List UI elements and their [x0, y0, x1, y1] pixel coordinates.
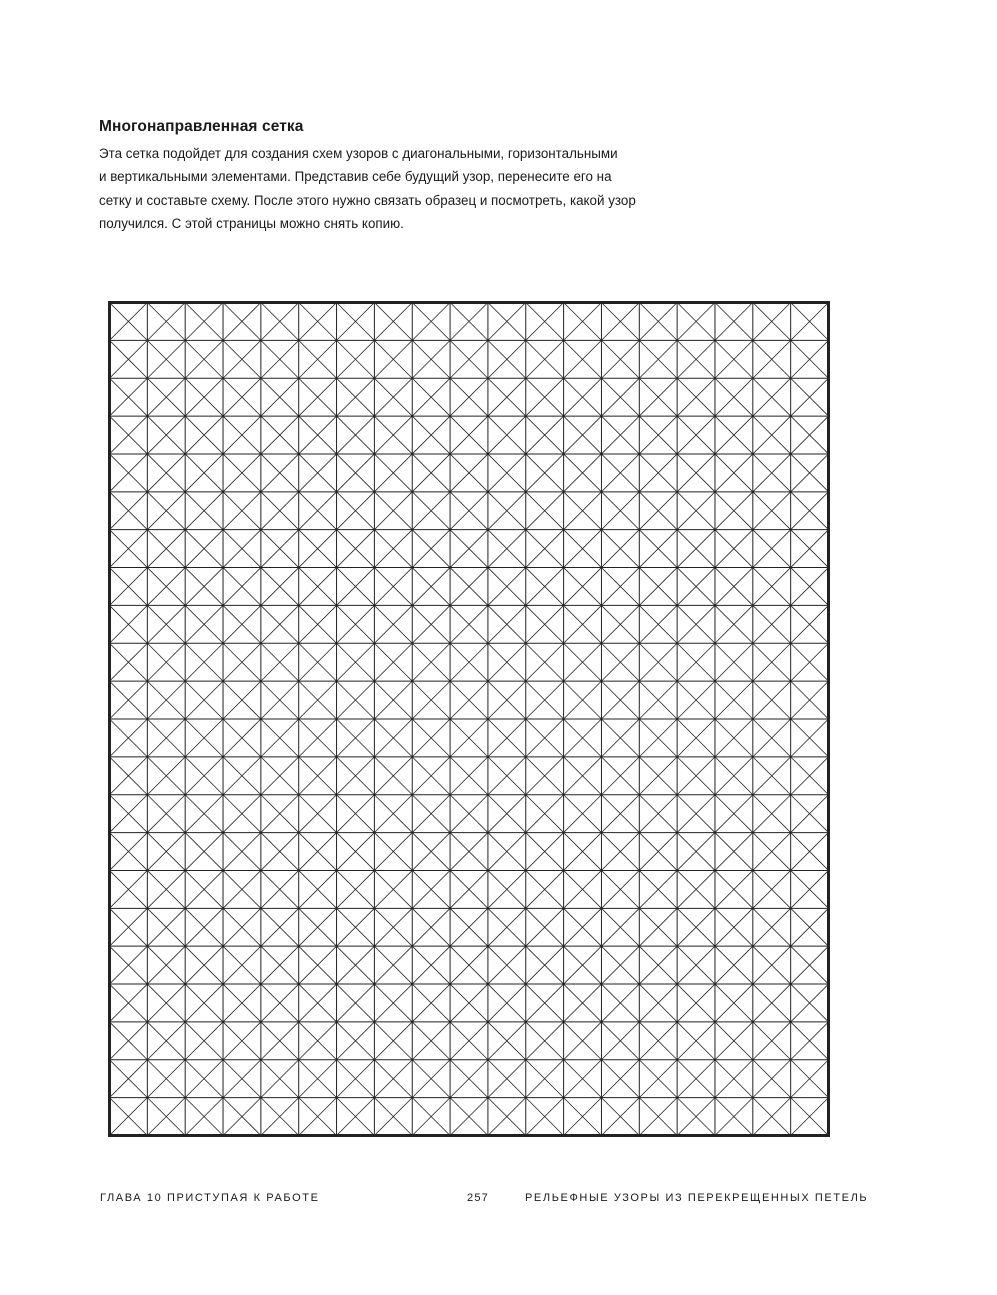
- intro-paragraph: [99, 142, 719, 236]
- grid-canvas: [108, 301, 830, 1137]
- intro-line: получился. С этой страницы можно снять копию.: [99, 216, 404, 232]
- intro-line: и вертикальными элементами. Представив себе будущий узор, перенесите его на: [99, 169, 612, 185]
- page-title: Многонаправленная сетка: [99, 118, 304, 135]
- footer-chapter: ГЛАВА 10 ПРИСТУПАЯ К РАБОТЕ: [100, 1192, 320, 1204]
- footer-section: РЕЛЬЕФНЫЕ УЗОРЫ ИЗ ПЕРЕКРЕЩЕННЫХ ПЕТЕЛЬ: [525, 1192, 869, 1204]
- intro-line: Эта сетка подойдет для создания схем узоров с диагональными, горизонтальными: [99, 146, 618, 161]
- intro-line: сетку и составьте схему. После этого нужно связать образец и посмотреть, какой узор: [99, 192, 636, 208]
- multidirectional-grid: [108, 301, 830, 1137]
- page-number: 257: [467, 1192, 489, 1204]
